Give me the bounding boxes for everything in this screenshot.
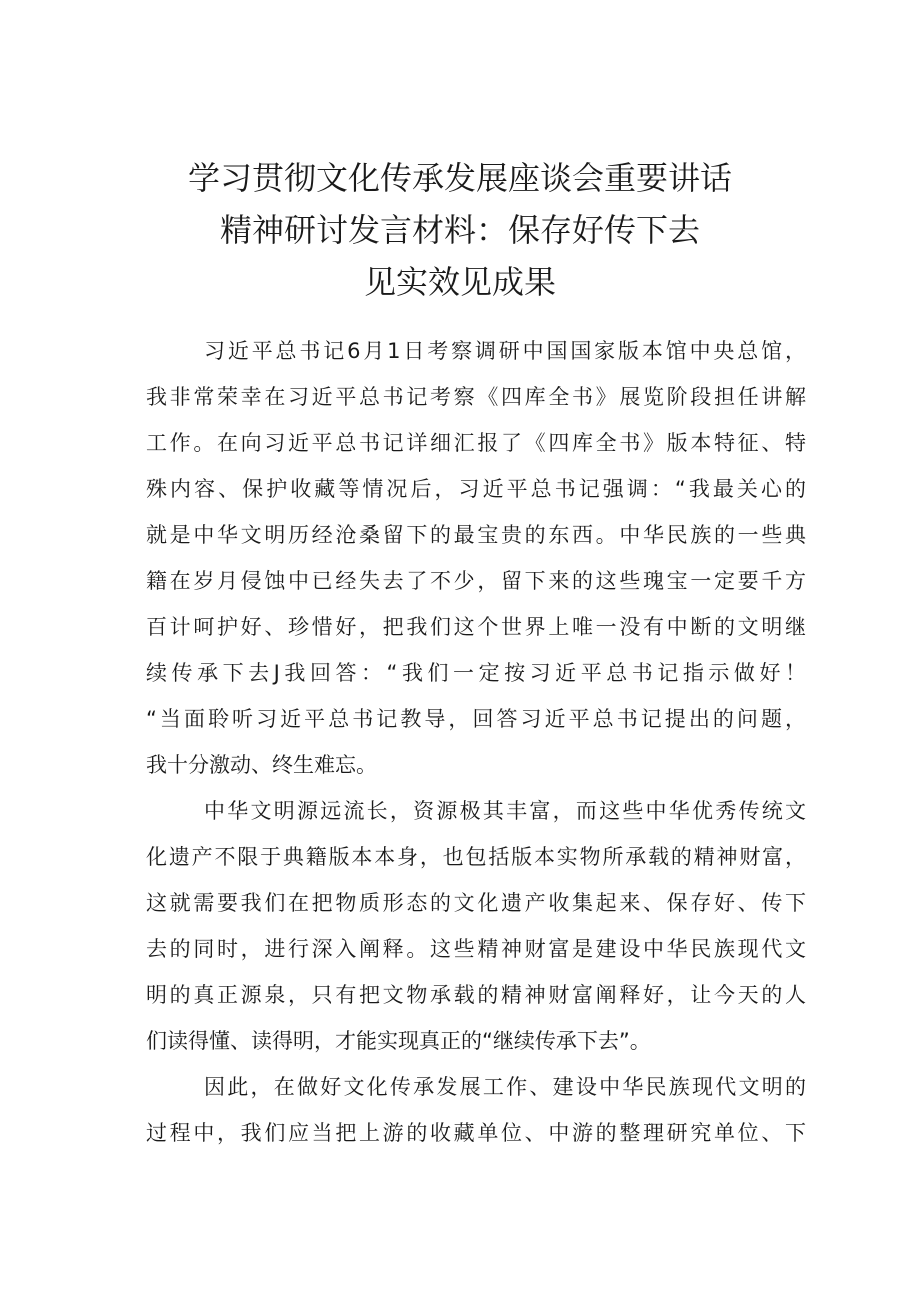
text-line: 去的同时，进行深入阐释。这些精神财富是建设中华民族现代文 [146,937,806,961]
paragraph [146,788,806,1064]
paragraph [146,1064,806,1156]
text-line: 明的真正源泉，只有把文物承载的精神财富阐释好，让今天的人 [146,983,806,1007]
text-line: 化遗产不限于典籍版本本身，也包括版本实物所承载的精神财富， [146,845,806,869]
text-line: 习近平总书记6月1日考察调研中国国家版本馆中央总馆， [204,339,806,363]
text-line: 我非常荣幸在习近平总书记考察《四库全书》展览阶段担任讲解 [146,385,806,409]
text-line: 我十分激动、终生难忘。 [146,753,377,777]
text-line: 这就需要我们在把物质形态的文化遗产收集起来、保存好、传下 [146,891,806,915]
text-line: 因此，在做好文化传承发展工作、建设中华民族现代文明的 [204,1075,806,1099]
document-title [120,152,800,308]
text-line: 工作。在向习近平总书记详细汇报了《四库全书》版本特征、特 [146,431,806,455]
text-line: 就是中华文明历经沧桑留下的最宝贵的东西。中华民族的一些典 [146,523,806,547]
title-line: 精神研讨发言材料：保存好传下去 [219,211,700,249]
text-line: 籍在岁月侵蚀中已经失去了不少，留下来的这些瑰宝一定要千方 [146,569,806,593]
text-line: 百计呵护好、珍惜好，把我们这个世界上唯一没有中断的文明继 [146,615,806,639]
title-line: 见实效见成果 [363,263,556,301]
text-line: 过程中，我们应当把上游的收藏单位、中游的整理研究单位、下 [146,1121,806,1145]
paragraph [146,328,806,788]
text-line: 殊内容、保护收藏等情况后，习近平总书记强调：“我最关心的 [146,477,806,501]
text-line: 们读得懂、读得明，才能实现真正的“继续传承下去”。 [146,1029,651,1053]
document-body [146,328,806,1156]
text-line: 中华文明源远流长，资源极其丰富，而这些中华优秀传统文 [204,799,806,823]
text-line: “当面聆听习近平总书记教导，回答习近平总书记提出的问题， [146,707,806,731]
text-line: 续传承下去J我回答：“我们一定按习近平总书记指示做好！ [146,661,806,685]
title-line: 学习贯彻文化传承发展座谈会重要讲话 [187,159,732,197]
